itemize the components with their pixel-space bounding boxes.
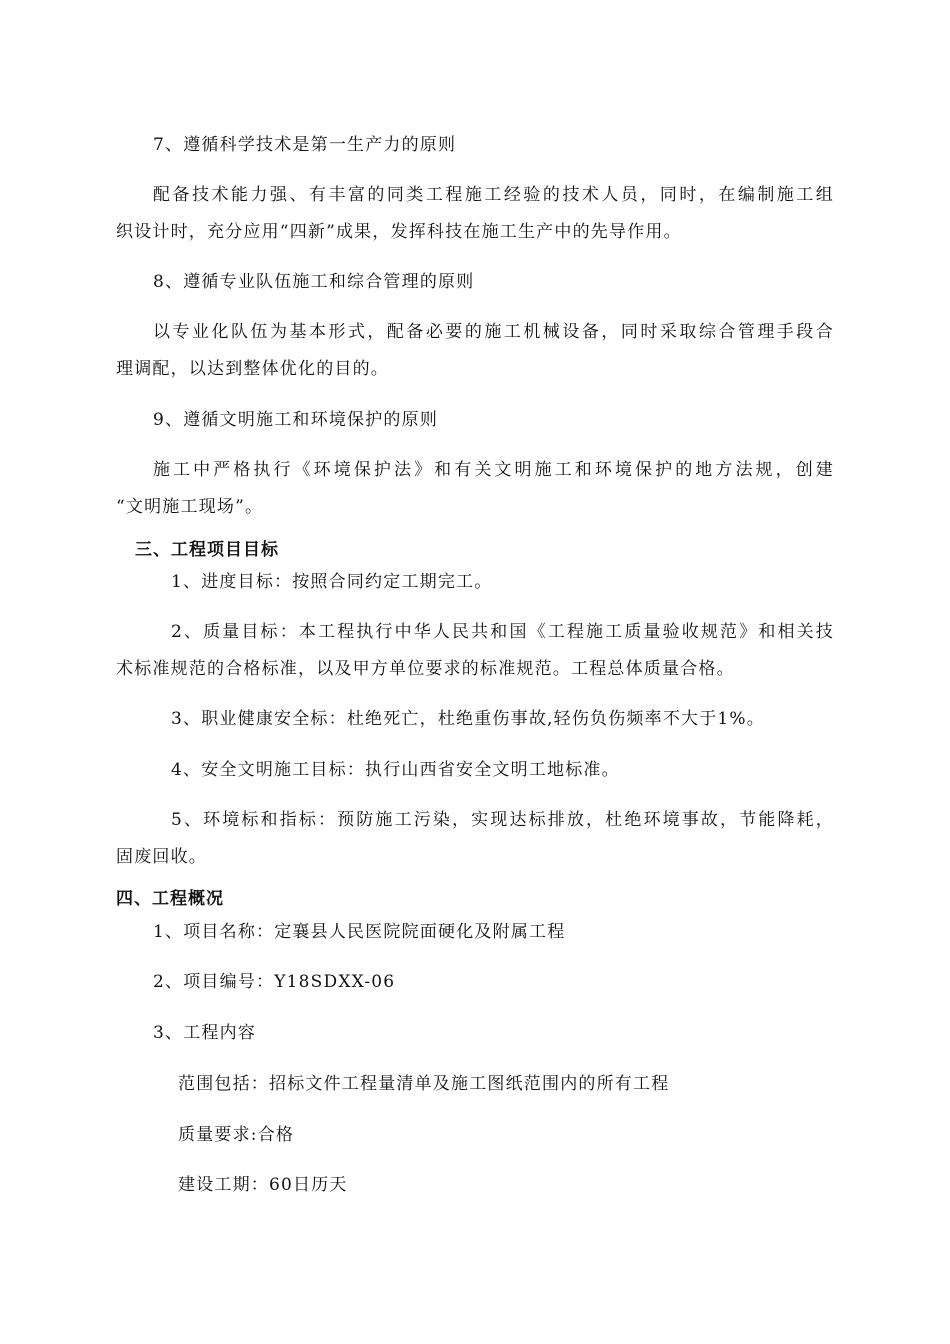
principle-9-title: 9、遵循文明施工和环境保护的原则 <box>153 410 439 430</box>
section-4-quality: 质量要求:合格 <box>178 1125 295 1145</box>
section-4-duration: 建设工期：60日历天 <box>178 1175 348 1195</box>
section-3-item-5-line-1: 5、环境标和指标：预防施工污染，实现达标排放，杜绝环境事故，节能降耗， <box>171 810 834 830</box>
principle-7-body-line-2: 织设计时，充分应用“四新”成果，发挥科技在施工生产中的先导作用。 <box>116 222 682 242</box>
section-3-item-5-line-2: 固废回收。 <box>116 847 207 867</box>
section-4-item-2: 2、项目编号：Y18SDXX-06 <box>153 972 396 992</box>
section-4-item-1: 1、项目名称：定襄县人民医院院面硬化及附属工程 <box>153 922 566 942</box>
section-3-item-2-line-2: 术标准规范的合格标准，以及甲方单位要求的标准规范。工程总体质量合格。 <box>116 659 735 679</box>
principle-9-body-line-1: 施工中严格执行《环境保护法》和有关文明施工和环境保护的地方法规，创建 <box>153 460 834 480</box>
section-3-item-1: 1、进度目标：按照合同约定工期完工。 <box>171 572 493 592</box>
section-3-item-4: 4、安全文明施工目标：执行山西省安全文明工地标准。 <box>171 760 620 780</box>
principle-8-title: 8、遵循专业队伍施工和综合管理的原则 <box>153 272 475 292</box>
principle-7-title: 7、遵循科学技术是第一生产力的原则 <box>153 135 457 155</box>
principle-9-body-line-2: “文明施工现场”。 <box>116 497 264 517</box>
section-3-item-2-line-1: 2、质量目标：本工程执行中华人民共和国《工程施工质量验收规范》和相关技 <box>171 622 834 642</box>
principle-8-body-line-1: 以专业化队伍为基本形式，配备必要的施工机械设备，同时采取综合管理手段合 <box>153 322 834 342</box>
section-3-heading: 三、工程项目目标 <box>135 540 279 560</box>
section-3-item-3: 3、职业健康安全标：杜绝死亡，杜绝重伤事故,轻伤负伤频率不大于1%。 <box>171 709 765 729</box>
section-4-item-3: 3、工程内容 <box>153 1023 257 1043</box>
principle-8-body-line-2: 理调配，以达到整体优化的目的。 <box>116 359 389 379</box>
section-4-heading: 四、工程概况 <box>116 889 224 909</box>
section-4-scope: 范围包括：招标文件工程量清单及施工图纸范围内的所有工程 <box>178 1074 670 1094</box>
principle-7-body-line-1: 配备技术能力强、有丰富的同类工程施工经验的技术人员，同时，在编制施工组 <box>153 185 834 205</box>
